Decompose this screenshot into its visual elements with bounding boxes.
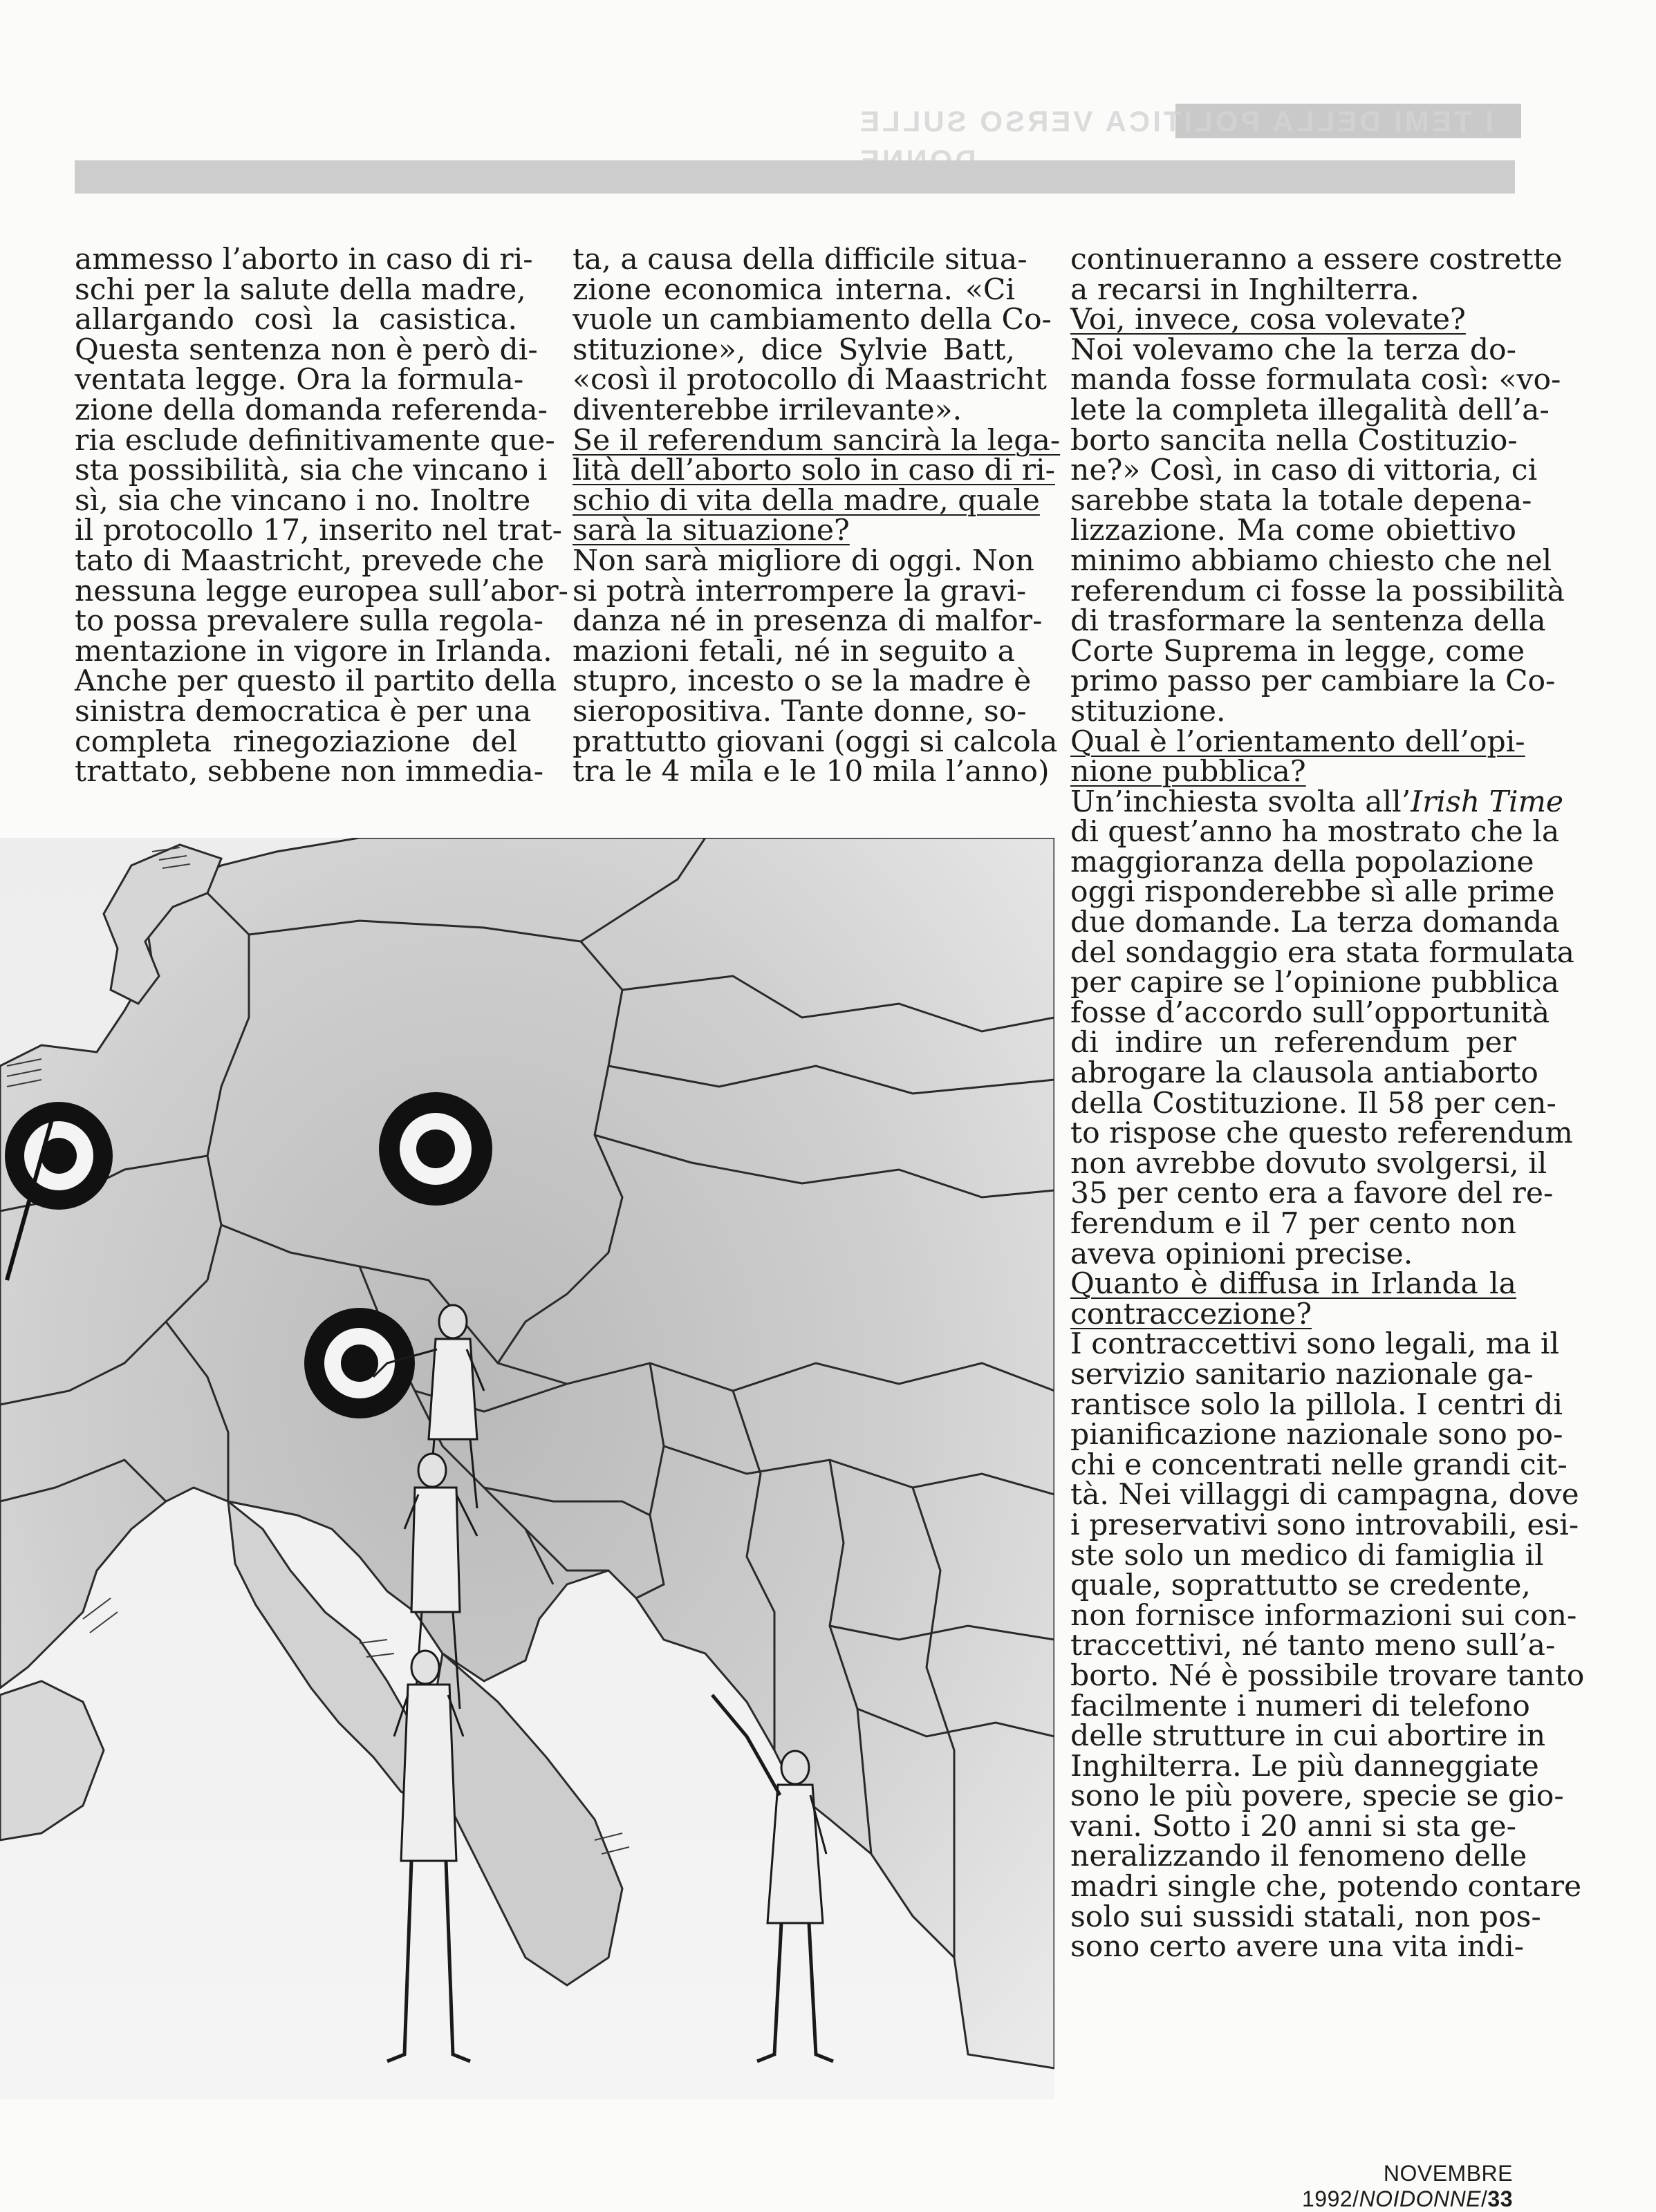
text-line: oggi risponderebbe sì alle prime	[1070, 875, 1555, 910]
text-line: madri single che, potendo contare	[1070, 1870, 1582, 1904]
text-line: nione pubblica?	[1070, 755, 1306, 789]
text-line: di indire un referendum per	[1070, 1026, 1516, 1060]
text-line: ammesso l’aborto in caso di ri-	[75, 243, 533, 276]
article-column-1	[75, 243, 568, 789]
text-line: ferendum e il 7 per cento non	[1070, 1207, 1516, 1241]
text-line: zione economica interna. «Ci	[573, 272, 1015, 307]
text-line: primo passo per cambiare la Co-	[1070, 664, 1556, 699]
interview-question	[1070, 1269, 1516, 1329]
text-line: ventata legge. Ora la formula-	[75, 363, 524, 397]
text-line: sarebbe stata la totale depena-	[1070, 483, 1532, 518]
text-line: Inghilterra. Le più danneggiate	[1070, 1749, 1539, 1783]
text-line: ne?» Così, in caso di vittoria, ci	[1070, 453, 1538, 488]
text-line: sta possibilità, sia che vincano i	[75, 453, 548, 488]
text-line: rantisce solo la pillola. I centri di	[1070, 1387, 1563, 1422]
text-line: tà. Nei villaggi di campagna, dove	[1070, 1478, 1579, 1512]
text-line: 35 per cento era a favore del re-	[1070, 1177, 1554, 1211]
page-footer: NOVEMBRE 1992/NOIDONNE/33	[1301, 2161, 1513, 2211]
text-line: del sondaggio era stata formulata	[1070, 935, 1574, 970]
magazine-name: NOIDONNE	[1359, 2186, 1482, 2211]
text-line: stituzione», dice Sylvie Batt,	[573, 332, 1015, 367]
interview-question	[1070, 724, 1525, 789]
text-line: pianificazione nazionale sono po-	[1070, 1418, 1563, 1452]
text-line: maggioranza della popolazione	[1070, 845, 1534, 879]
column1-text	[75, 243, 568, 789]
text-line: contraccezione?	[1070, 1297, 1312, 1331]
interview-question	[573, 423, 1061, 548]
text-line: stupro, incesto o se la madre è	[573, 664, 1032, 699]
text-line: vuole un cambiamento della Co-	[573, 303, 1052, 337]
text-line: borto. Né è possibile trovare tanto	[1070, 1658, 1585, 1693]
text-line: trattato, sebbene non immedia-	[75, 755, 544, 789]
text-line: lete la completa illegalità dell’a-	[1070, 393, 1550, 427]
text-line: a recarsi in Inghilterra.	[1070, 272, 1420, 307]
text-line: Se il referendum sancirà la lega-	[573, 423, 1061, 458]
text-line: manda fosse formulata così: «vo-	[1070, 363, 1561, 397]
text-line: delle strutture in cui abortire in	[1070, 1719, 1546, 1754]
text-line: mentazione in vigore in Irlanda.	[75, 634, 552, 668]
text-line: tra le 4 mila e le 10 mila l’anno)	[573, 755, 1050, 789]
text-line: tato di Maastricht, prevede che	[75, 543, 545, 578]
text-line: della Costituzione. Il 58 per cen-	[1070, 1086, 1556, 1121]
text-line: schi per la salute della madre,	[75, 272, 526, 307]
text-line: fosse d’accordo sull’opportunità	[1070, 995, 1550, 1030]
header-rule-bar	[75, 160, 1515, 194]
text-line: sì, sia che vincano i no. Inoltre	[75, 483, 531, 518]
text-line: Corte Suprema in legge, come	[1070, 634, 1525, 668]
column2-text-a	[573, 243, 1052, 427]
column3-text-a	[1070, 243, 1563, 307]
text-line: Qual è l’orientamento dell’opi-	[1070, 724, 1525, 759]
text-line: per capire se l’opinione pubblica	[1070, 966, 1559, 1000]
text-line: traccettivi, né tanto meno sull’a-	[1070, 1629, 1556, 1663]
text-line: «così il protocollo di Maastricht	[573, 363, 1047, 397]
text-line: il protocollo 17, inserito nel trat-	[75, 514, 563, 548]
header-bleedthrough-text: I TEMI DELLA POLITICA VERSO SULLE	[857, 105, 1494, 138]
article-column-3	[1070, 243, 1585, 1965]
text-line: sarà la situazione?	[573, 514, 850, 548]
text-line: lità dell’aborto solo in caso di ri-	[573, 453, 1055, 488]
column2-text-b	[573, 543, 1058, 789]
text-line: si potrà interrompere la gravi-	[573, 574, 1027, 608]
text-line: ste solo un medico di famiglia il	[1070, 1538, 1544, 1573]
page-number: 33	[1487, 2186, 1513, 2211]
text-line: solo sui sussidi statali, non pos-	[1070, 1900, 1541, 1934]
column3-text-c	[1070, 815, 1574, 1271]
text-line: neralizzando il fenomeno delle	[1070, 1839, 1527, 1874]
text-line: Non sarà migliore di oggi. Non	[573, 543, 1034, 578]
text-line: to possa prevalere sulla regola-	[75, 604, 543, 639]
target-lower-icon	[304, 1308, 415, 1418]
text-line: referendum ci fosse la possibilità	[1070, 574, 1565, 608]
newspaper-name: Irish Time	[1411, 785, 1564, 819]
text-line: mazioni fetali, né in seguito a	[573, 634, 1015, 668]
europe-map-illustration	[0, 838, 1054, 2099]
text-line: I contraccettivi sono legali, ma il	[1070, 1327, 1560, 1362]
text-line: minimo abbiamo chiesto che nel	[1070, 543, 1552, 578]
text-line: Noi volevamo che la terza do-	[1070, 332, 1516, 367]
text-line: i preservativi sono introvabili, esi-	[1070, 1508, 1579, 1542]
survey-intro-line: Un’inchiesta svolta all’Irish Time	[1070, 785, 1564, 819]
text-line: facilmente i numeri di telefono	[1070, 1689, 1530, 1723]
text-line: nessuna legge europea sull’abor-	[75, 574, 568, 608]
text-line: sieropositiva. Tante donne, so-	[573, 694, 1027, 729]
text-line: diventerebbe irrilevante».	[573, 393, 962, 427]
text-line: chi e concentrati nelle grandi cit-	[1070, 1447, 1567, 1482]
text-line: zione della domanda referenda-	[75, 393, 548, 427]
article-column-2	[573, 243, 1061, 789]
text-line: stituzione.	[1070, 694, 1226, 729]
text-line: sinistra democratica è per una	[75, 694, 532, 729]
text-line: non fornisce informazioni sui con-	[1070, 1598, 1577, 1633]
text-line: danza né in presenza di malfor-	[573, 604, 1043, 639]
text-line: to rispose che questo referendum	[1070, 1116, 1573, 1151]
text-line: prattutto giovani (oggi si calcola	[573, 724, 1058, 759]
column3-text-d	[1070, 1327, 1585, 1965]
text-line: ta, a causa della difficile situa-	[573, 243, 1027, 276]
map-drawing	[0, 838, 1054, 2099]
text-line: schio di vita della madre, quale	[573, 483, 1040, 518]
text-line: aveva opinioni precise.	[1070, 1237, 1413, 1271]
text-line: due domande. La terza domanda	[1070, 906, 1560, 940]
text-line: sono le più povere, specie se gio-	[1070, 1779, 1564, 1814]
text-line: allargando così la casistica.	[75, 303, 517, 337]
text-line: completa rinegoziazione del	[75, 724, 517, 759]
text-line: non avrebbe dovuto svolgersi, il	[1070, 1146, 1547, 1181]
text-line: di quest’anno ha mostrato che la	[1070, 815, 1560, 850]
text-line: borto sancita nella Costituzio-	[1070, 423, 1518, 458]
text-line: continueranno a essere costrette	[1070, 243, 1563, 276]
text-line: lizzazione. Ma come obiettivo	[1070, 514, 1516, 548]
text-line: quale, soprattutto se credente,	[1070, 1568, 1531, 1603]
column3-text-b	[1070, 332, 1565, 729]
text-line: Quanto è diffusa in Irlanda la	[1070, 1267, 1516, 1302]
text-line: Anche per questo il partito della	[75, 664, 557, 699]
target-center-icon	[379, 1092, 492, 1206]
text-line: vani. Sotto i 20 anni si sta ge-	[1070, 1809, 1516, 1844]
text-line: sono certo avere una vita indi-	[1070, 1930, 1525, 1965]
text-line: abrogare la clausola antiaborto	[1070, 1056, 1538, 1091]
text-line: servizio sanitario nazionale ga-	[1070, 1357, 1534, 1391]
text-line: ria esclude definitivamente que-	[75, 423, 555, 458]
interview-question: Voi, invece, cosa volevate?	[1070, 303, 1466, 337]
text-line: Questa sentenza non è però di-	[75, 332, 538, 367]
text-line: di trasformare la sentenza della	[1070, 604, 1546, 639]
